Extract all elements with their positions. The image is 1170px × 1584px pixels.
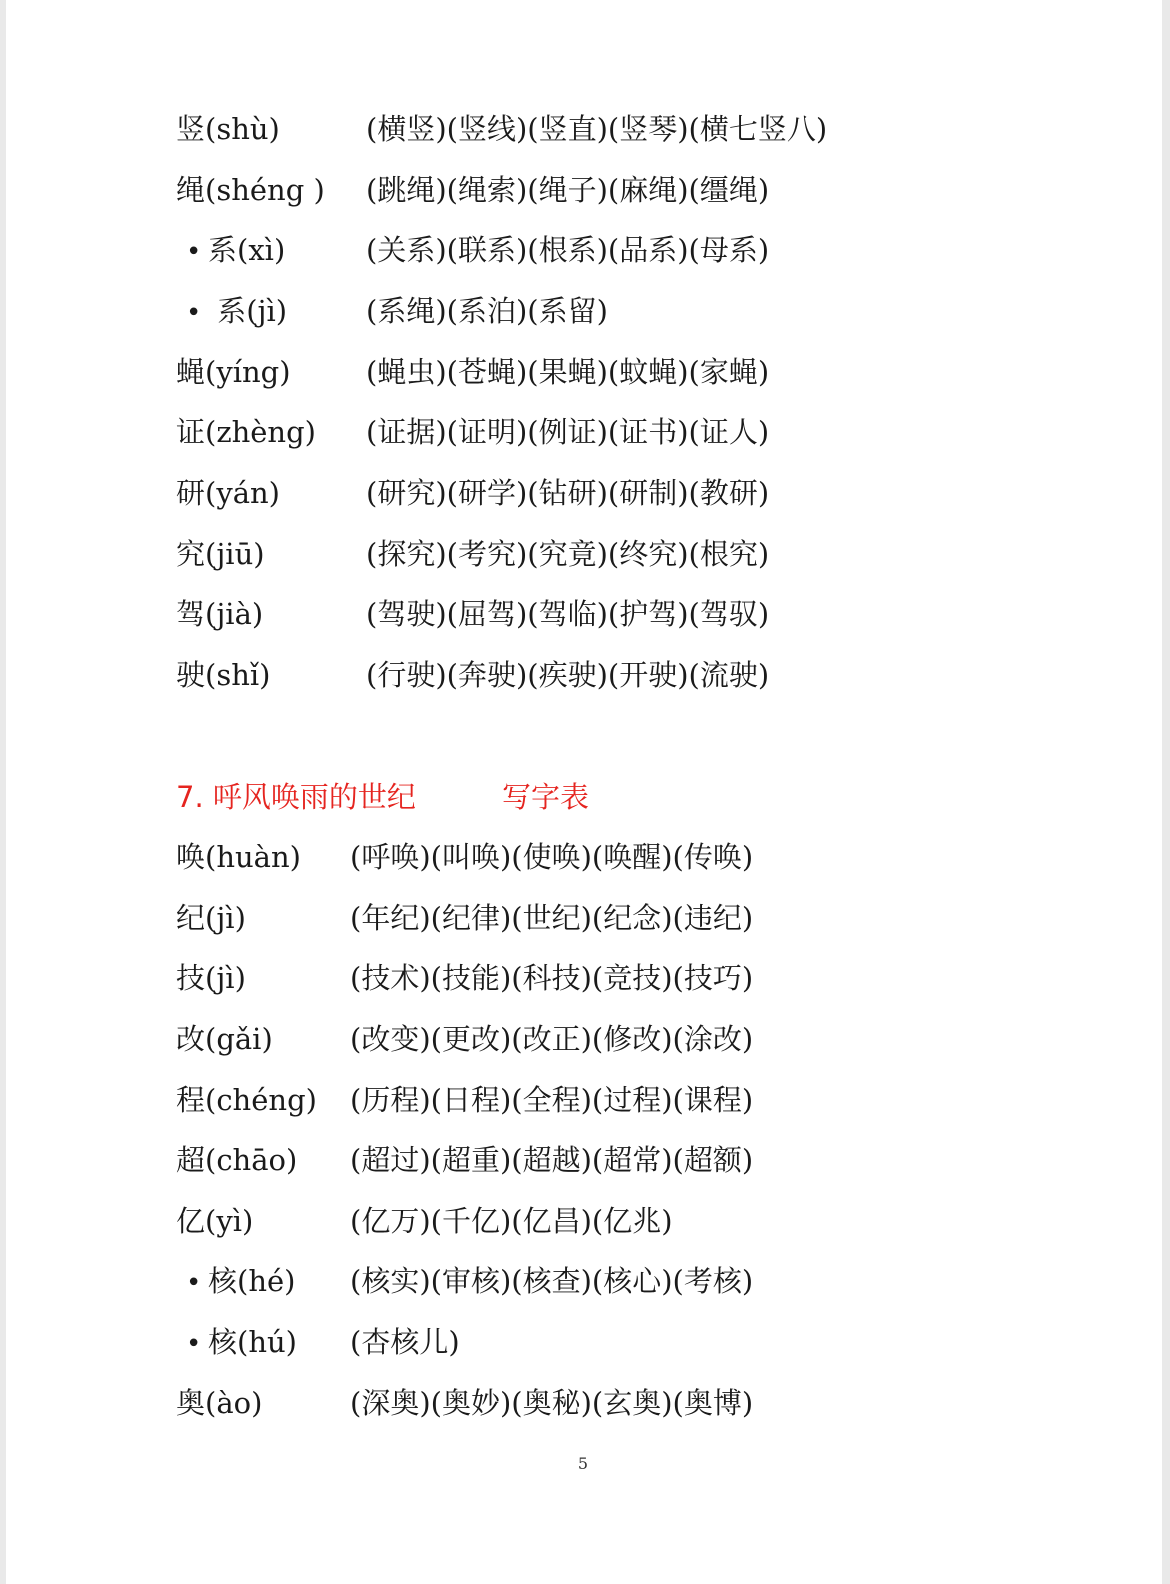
char-head: • 核(hé)	[186, 1259, 295, 1305]
word-list: (系绳)(系泊)(系留)	[366, 294, 608, 328]
page-number: 5	[577, 1454, 589, 1473]
char-head: 竖(shù)	[176, 112, 280, 146]
char-head: 驶(shǐ)	[176, 658, 271, 692]
char-head: 蝇(yíng)	[176, 355, 291, 389]
lesson-title: 7. 呼风唤雨的世纪	[176, 780, 416, 814]
word-list: (亿万)(千亿)(亿昌)(亿兆)	[350, 1204, 673, 1238]
char-head: 奥(ào)	[176, 1386, 263, 1420]
word-list: (改变)(更改)(改正)(修改)(涂改)	[350, 1022, 754, 1056]
word-list: (深奥)(奥妙)(奥秘)(玄奥)(奥博)	[350, 1386, 754, 1420]
char-head: 技(jì)	[176, 961, 246, 995]
word-list: (超过)(超重)(超越)(超常)(超额)	[350, 1143, 754, 1177]
char-head: • 系(jì)	[186, 289, 287, 335]
word-list: (年纪)(纪律)(世纪)(纪念)(违纪)	[350, 901, 754, 935]
word-list: (证据)(证明)(例证)(证书)(证人)	[366, 415, 770, 449]
word-list: (技术)(技能)(科技)(竞技)(技巧)	[350, 961, 754, 995]
char-head: 绳(shéng )	[176, 173, 325, 207]
char-head: 超(chāo)	[176, 1143, 298, 1177]
bullet-icon: •	[186, 1329, 202, 1359]
char-head: • 核(hú)	[186, 1320, 297, 1366]
char-head: 唤(huàn)	[176, 840, 301, 874]
word-list: (呼唤)(叫唤)(使唤)(唤醒)(传唤)	[350, 840, 754, 874]
bullet-icon: •	[186, 1268, 202, 1298]
char-head: 亿(yì)	[176, 1204, 254, 1238]
word-list: (杏核儿)	[350, 1325, 460, 1359]
char-head: 驾(jià)	[176, 597, 264, 631]
lesson-subtitle: 写字表	[502, 780, 590, 814]
word-list: (研究)(研学)(钻研)(研制)(教研)	[366, 476, 770, 510]
word-list: (蝇虫)(苍蝇)(果蝇)(蚊蝇)(家蝇)	[366, 355, 770, 389]
word-list: (历程)(日程)(全程)(过程)(课程)	[350, 1083, 754, 1117]
word-list: (行驶)(奔驶)(疾驶)(开驶)(流驶)	[366, 658, 770, 692]
char-head: 究(jiū)	[176, 537, 265, 571]
char-head: 证(zhèng)	[176, 415, 316, 449]
word-list: (驾驶)(屈驾)(驾临)(护驾)(驾驭)	[366, 597, 770, 631]
word-list: (核实)(审核)(核查)(核心)(考核)	[350, 1264, 754, 1298]
word-list: (横竖)(竖线)(竖直)(竖琴)(横七竖八)	[366, 112, 828, 146]
document-page	[6, 0, 1162, 1584]
bullet-icon: •	[186, 237, 202, 267]
word-list: (探究)(考究)(究竟)(终究)(根究)	[366, 537, 770, 571]
char-head: 纪(jì)	[176, 901, 246, 935]
char-head: 改(gǎi)	[176, 1022, 273, 1056]
char-head: 程(chéng)	[176, 1083, 317, 1117]
word-list: (跳绳)(绳索)(绳子)(麻绳)(缰绳)	[366, 173, 770, 207]
bullet-icon: •	[186, 298, 202, 328]
char-head: 研(yán)	[176, 476, 280, 510]
char-head: • 系(xì)	[186, 228, 285, 274]
word-list: (关系)(联系)(根系)(品系)(母系)	[366, 233, 770, 267]
